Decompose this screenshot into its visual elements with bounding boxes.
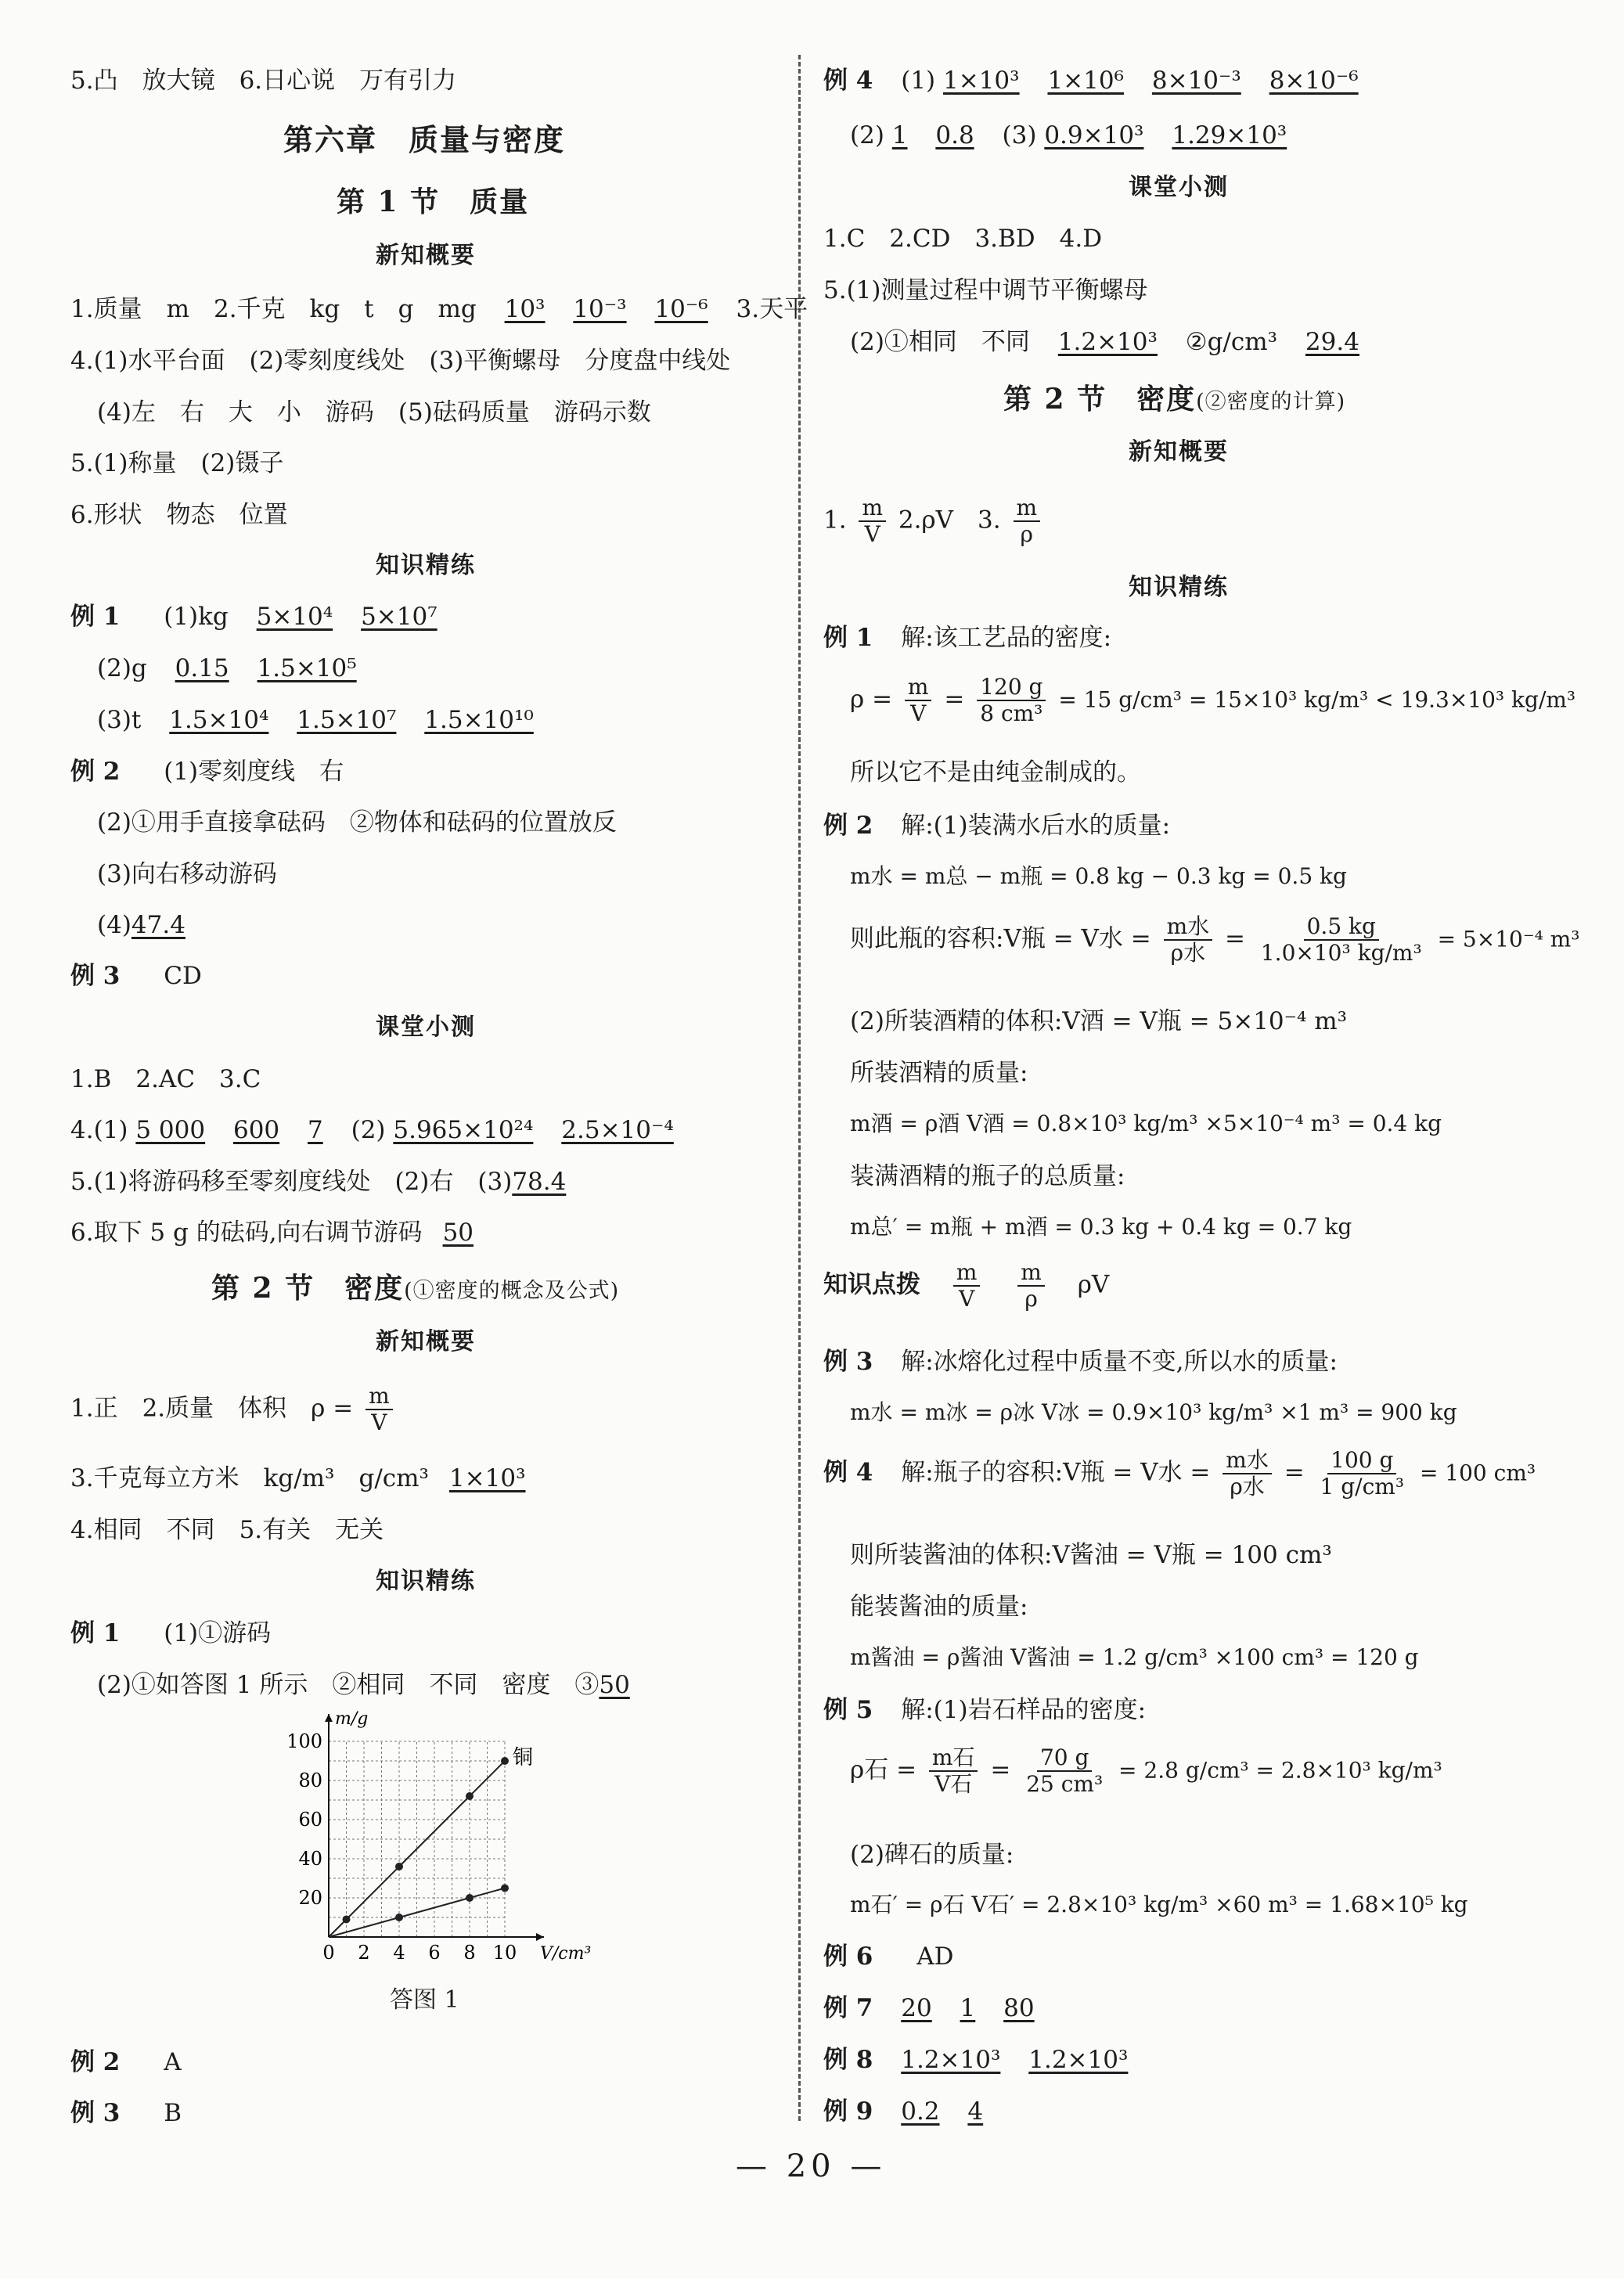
- re1-rho: ρ =: [850, 685, 893, 714]
- e1-part2: (2)①如答图 1 所示 ②相同 不同 密度 ③: [97, 1671, 600, 1699]
- y-tick-label: 40: [298, 1848, 322, 1870]
- s3-answer: 1×10³: [448, 1464, 526, 1492]
- s1: [70, 1384, 398, 1435]
- re9-label: 例 9: [823, 2097, 873, 2126]
- re2-l2-pre: 则此瓶的容积:V瓶 = V水 =: [850, 924, 1151, 953]
- q4: 4.(1)水平台面 (2)零刻度线处 (3)平衡螺母 分度盘中线处: [70, 347, 731, 375]
- figure-caption: 答图 1: [390, 1986, 459, 2014]
- re2-l7: m总′ = m瓶 + m酒 = 0.3 kg + 0.4 kg = 0.7 kg: [850, 1214, 1352, 1240]
- ex3: [70, 964, 202, 988]
- t6-answer: 50: [442, 1219, 474, 1247]
- ex1-line1: [70, 605, 438, 629]
- q1-answer-b: 10⁻³: [573, 295, 627, 323]
- r1-answer-c: 8×10⁻³: [1151, 67, 1241, 95]
- heading-xinzhi-r: 新知概要: [1129, 438, 1229, 466]
- e3-label: 例 3: [70, 2099, 121, 2127]
- t4-mid: (2): [351, 1116, 386, 1144]
- re4-l4: m酱油 = ρ酱油 V酱油 = 1.2 g/cm³ ×100 cm³ = 120 g: [850, 1644, 1419, 1670]
- data-point: [501, 1885, 509, 1892]
- fraction: [1023, 1745, 1106, 1797]
- data-point: [395, 1863, 403, 1870]
- e3: [70, 2101, 182, 2126]
- fraction: [1164, 914, 1213, 966]
- y-tick-label: 100: [286, 1730, 322, 1752]
- ex1-answer-e: 1.5×10⁴: [169, 706, 269, 734]
- re2-l4: 所装酒精的质量:: [850, 1059, 1028, 1087]
- equals: =: [990, 1755, 1011, 1784]
- t5: [70, 1170, 566, 1194]
- e1-label: 例 1: [70, 1619, 121, 1647]
- ex1-part2: (2)g: [97, 654, 147, 682]
- re8-answer-b: 1.2×10³: [1028, 2046, 1129, 2074]
- ex1-answer-d: 1.5×10⁵: [257, 654, 357, 682]
- numerator: m: [905, 675, 932, 701]
- t1: 1.B 2.AC 3.C: [70, 1065, 261, 1093]
- re7-answer-c: 80: [1003, 1994, 1035, 2022]
- re5-l2: (2)碑石的质量:: [850, 1841, 1014, 1869]
- data-point: [466, 1792, 474, 1800]
- section-2b-title: [1003, 383, 1346, 416]
- re2-l5: m酒 = ρ酒 V酒 = 0.8×10³ kg/m³ ×5×10⁻⁴ m³ = 0.4 kg: [850, 1111, 1442, 1136]
- equals: =: [1225, 924, 1245, 953]
- re4-l3: 能装酱油的质量:: [850, 1593, 1028, 1621]
- e1-line1: [70, 1619, 272, 1647]
- q5: 5.(1)称量 (2)镊子: [70, 449, 284, 477]
- page-number: — 20 —: [736, 2148, 887, 2184]
- t4-answer-c: 7: [308, 1116, 323, 1144]
- q1-answer-c: 10⁻⁶: [654, 295, 708, 323]
- re4: [823, 1448, 1536, 1500]
- r1-answer-b: 1×10⁶: [1047, 67, 1125, 95]
- heading-xinzhi: 新知概要: [376, 242, 476, 269]
- heading-ketang-r: 课堂小测: [1129, 174, 1229, 201]
- re1-text: 解:该工艺品的密度:: [901, 624, 1112, 652]
- e3-answer: B: [164, 2099, 182, 2127]
- fraction: [953, 1260, 981, 1312]
- k5b-mid: ②g/cm³: [1185, 328, 1278, 356]
- re1-label: 例 1: [823, 624, 873, 652]
- re8-answer-a: 1.2×10³: [901, 2046, 1001, 2074]
- section-2b-name: 第 2 节 密度: [1003, 383, 1197, 416]
- series-line-1: [329, 1761, 505, 1937]
- re7-label: 例 7: [823, 1994, 873, 2022]
- y-tick-label: 80: [298, 1770, 322, 1791]
- re7-answer-a: 20: [901, 1994, 932, 2022]
- fraction-m-over-rho: [1014, 495, 1041, 547]
- x-tick-label: 10: [492, 1942, 517, 1964]
- density-formula: [365, 1384, 393, 1435]
- e1-part1: (1)①游码: [164, 1619, 272, 1647]
- numerator: 120 g: [977, 675, 1046, 701]
- ex1-part1: (1)kg: [164, 603, 229, 631]
- re4-l2: 则所装酱油的体积:V酱油 = V瓶 = 100 cm³: [850, 1541, 1332, 1569]
- chapter-title: 第六章 质量与密度: [283, 122, 566, 157]
- re4-pre: 解:瓶子的容积:V瓶 = V水 =: [901, 1458, 1211, 1487]
- y-axis-arrow: [325, 1714, 333, 1722]
- ex1-answer-g: 1.5×10¹⁰: [424, 706, 534, 734]
- ex2-answer: 47.4: [131, 911, 185, 939]
- section-2-name: 第 2 节 密度: [211, 1272, 405, 1305]
- re4-result: = 100 cm³: [1419, 1460, 1536, 1486]
- x-tick-label: 6: [428, 1942, 441, 1964]
- re5-label: 例 5: [823, 1696, 873, 1724]
- heading-xinzhi-2: 新知概要: [376, 1328, 476, 1356]
- fraction: [905, 675, 932, 726]
- s3-text: 3.千克每立方米 kg/m³ g/cm³: [70, 1464, 429, 1492]
- numerator: 70 g: [1037, 1745, 1092, 1772]
- ex3-label: 例 3: [70, 962, 121, 990]
- re2: [823, 814, 1170, 838]
- numerator: m: [1014, 495, 1041, 522]
- data-point: [466, 1894, 474, 1902]
- t4-answer-e: 2.5×10⁻⁴: [561, 1116, 674, 1144]
- ex1-line2: [70, 654, 357, 682]
- denominator: 1 g/cm³: [1320, 1474, 1405, 1500]
- formula-denominator: V: [371, 1410, 387, 1436]
- equals: =: [944, 685, 965, 714]
- r1-label: 例 4: [823, 67, 873, 95]
- ex1-label: 例 1: [70, 603, 121, 631]
- t5-pre: 5.(1)将游码移至零刻度线处 (2)右 (3): [70, 1168, 513, 1196]
- y-tick-label: 60: [298, 1809, 322, 1831]
- e2-label: 例 2: [70, 2048, 121, 2076]
- t4-answer-a: 5 000: [135, 1116, 206, 1144]
- re9-answer-b: 4: [967, 2097, 984, 2126]
- t4-answer-b: 600: [232, 1116, 280, 1144]
- re9-answer-a: 0.2: [901, 2097, 940, 2126]
- r1-pre: (1): [901, 67, 936, 95]
- re5-formula: [823, 1745, 1442, 1797]
- t6-pre: 6.取下 5 g 的砝码,向右调节游码: [70, 1219, 423, 1247]
- t6: [70, 1221, 474, 1245]
- k1: 1.C 2.CD 3.BD 4.D: [823, 225, 1103, 253]
- s4: 4.相同 不同 5.有关 无关: [70, 1516, 384, 1544]
- re7: [823, 1996, 1035, 2021]
- x-tick-label: 0: [322, 1942, 335, 1964]
- y-tick-label: 20: [298, 1887, 322, 1909]
- x-tick-label: 2: [358, 1942, 370, 1964]
- k5b-answer-a: 1.2×10³: [1057, 328, 1158, 356]
- fraction: [1317, 1448, 1408, 1500]
- q1-tail: 3.天平: [736, 295, 808, 323]
- re2-l2: [823, 914, 1580, 966]
- re2-text: 解:(1)装满水后水的质量:: [901, 812, 1171, 840]
- q1-text: 1.质量 m 2.千克 kg t g mg: [70, 295, 477, 323]
- r1-answer-a: 1×10³: [943, 67, 1020, 95]
- heading-jingjian: 知识精练: [376, 552, 476, 579]
- numerator: m水: [1223, 1448, 1272, 1474]
- e2: [70, 2050, 182, 2075]
- denominator: V: [959, 1286, 975, 1312]
- re5: [823, 1698, 1146, 1723]
- numerator: 0.5 kg: [1304, 914, 1379, 941]
- q6: 6.形状 物态 位置: [70, 501, 288, 529]
- section-1-title: 第 1 节 质量: [337, 185, 530, 218]
- r2-answer-b: 0.8: [935, 121, 974, 149]
- f2-text: 2.ρV 3.: [898, 506, 1001, 535]
- re5-l3: m石′ = ρ石 V石′ = 2.8×10³ kg/m³ ×60 m³ = 1.68×10⁵ kg: [850, 1892, 1468, 1917]
- t5-answer: 78.4: [512, 1168, 567, 1196]
- re2-l2-result: = 5×10⁻⁴ m³: [1437, 926, 1580, 952]
- ex2-line1: [70, 760, 344, 784]
- s3: [70, 1464, 526, 1492]
- formula-numerator: m: [365, 1384, 393, 1410]
- re5-rho: ρ石 =: [850, 1755, 917, 1784]
- re7-answer-b: 1: [960, 1994, 976, 2022]
- numerator: m石: [929, 1745, 978, 1772]
- x-axis-arrow: [536, 1933, 544, 1941]
- re1-result: = 15 g/cm³ = 15×10³ kg/m³ < 19.3×10³ kg/m³: [1058, 686, 1576, 713]
- heading-ketang: 课堂小测: [376, 1013, 476, 1041]
- x-tick-label: 4: [393, 1942, 405, 1964]
- denominator: ρ: [1020, 521, 1034, 548]
- s1-text: 1.正 2.质量 体积 ρ =: [70, 1394, 354, 1423]
- ex2-line2: (2)①用手直接拿砝码 ②物体和砝码的位置放反: [97, 808, 617, 837]
- equals: =: [1284, 1458, 1305, 1487]
- re2-l1: m水 = m总 − m瓶 = 0.8 kg − 0.3 kg = 0.5 kg: [850, 863, 1347, 889]
- tip-label: 知识点拨: [823, 1270, 920, 1299]
- re8: [823, 2048, 1128, 2072]
- r2-pre: (2): [850, 121, 884, 149]
- section-2b-subtitle: (②密度的计算): [1196, 390, 1346, 414]
- y-axis-label: m/g: [335, 1709, 369, 1729]
- r2-answer-d: 1.29×10³: [1172, 121, 1287, 149]
- re5-result: = 2.8 g/cm³ = 2.8×10³ kg/m³: [1118, 1757, 1442, 1784]
- t4-pre: 4.(1): [70, 1116, 128, 1144]
- fraction: [929, 1745, 978, 1797]
- denominator: V石: [934, 1771, 973, 1798]
- ex2-part4: (4): [97, 911, 131, 939]
- r2-answer-c: 0.9×10³: [1044, 121, 1144, 149]
- ex1-answer-a: 5×10⁴: [256, 603, 333, 631]
- numerator: m水: [1164, 914, 1213, 941]
- x-axis-label: V/cm³: [540, 1944, 592, 1964]
- re6-label: 例 6: [823, 1942, 873, 1971]
- tip: [823, 1260, 1109, 1312]
- fraction: [1017, 1260, 1045, 1312]
- t4: [70, 1118, 674, 1143]
- re3-text: 解:冰熔化过程中质量不变,所以水的质量:: [901, 1348, 1338, 1376]
- column-divider: [798, 55, 801, 2121]
- e1-answer: 50: [599, 1671, 630, 1699]
- re3-label: 例 3: [823, 1348, 873, 1376]
- f1-label: 1.: [823, 506, 847, 535]
- denominator: 25 cm³: [1026, 1771, 1104, 1798]
- fraction: [977, 675, 1046, 726]
- denominator: ρ水: [1230, 1474, 1265, 1500]
- line-1: 5.凸 放大镜 6.日心说 万有引力: [70, 67, 457, 95]
- ex1-part3: (3)t: [97, 706, 142, 734]
- mass-volume-chart: [286, 1709, 592, 1968]
- e1-line2: [70, 1673, 630, 1698]
- ex1-answer-b: 5×10⁷: [361, 603, 438, 631]
- numerator: 100 g: [1327, 1448, 1396, 1474]
- denominator: V: [864, 521, 880, 548]
- data-point: [395, 1914, 403, 1921]
- k5b-answer-b: 29.4: [1305, 328, 1359, 356]
- ex1-line3: [70, 708, 534, 733]
- formulas: [823, 495, 1045, 547]
- ex2-label: 例 2: [70, 758, 121, 786]
- e2-answer: A: [164, 2048, 182, 2076]
- q4b: (4)左 右 大 小 游码 (5)砝码质量 游码示数: [97, 398, 651, 427]
- re3: [823, 1350, 1338, 1374]
- tip-answer: ρV: [1077, 1270, 1110, 1299]
- ex1-answer-c: 0.15: [175, 654, 229, 682]
- r2-mid: (3): [1002, 121, 1037, 149]
- k5: 5.(1)测量过程中调节平衡螺母: [823, 276, 1148, 304]
- denominator: 1.0×10³ kg/m³: [1260, 940, 1422, 967]
- r1: [823, 69, 1359, 93]
- re2-l3: (2)所装酒精的体积:V酒 = V瓶 = 5×10⁻⁴ m³: [850, 1007, 1348, 1035]
- re2-label: 例 2: [823, 812, 873, 840]
- denominator: V: [910, 700, 927, 727]
- data-point: [343, 1916, 351, 1924]
- fraction: [1258, 914, 1425, 966]
- t4-answer-d: 5.965×10²⁴: [393, 1116, 534, 1144]
- re1-formula: [823, 675, 1575, 726]
- re9: [823, 2097, 984, 2126]
- re8-label: 例 8: [823, 2046, 873, 2074]
- numerator: m: [1017, 1260, 1045, 1287]
- ex2-line3: (3)向右移动游码: [97, 860, 277, 888]
- q1-answer-a: 10³: [504, 295, 546, 323]
- re4-label: 例 4: [823, 1458, 873, 1487]
- series-annotation: 铜: [513, 1746, 534, 1770]
- heading-jingjian-2: 知识精练: [376, 1568, 476, 1595]
- fraction: [1223, 1448, 1272, 1500]
- re6: [823, 1942, 954, 1971]
- re1: [823, 626, 1111, 650]
- re5-text: 解:(1)岩石样品的密度:: [901, 1696, 1147, 1724]
- k5b: [823, 330, 1359, 355]
- denominator: ρ: [1024, 1286, 1038, 1312]
- ex3-answer: CD: [164, 962, 202, 990]
- denominator: ρ水: [1170, 940, 1206, 967]
- series-line-2: [329, 1888, 505, 1938]
- section-2-subtitle: (①密度的概念及公式): [404, 1279, 620, 1303]
- re1-conclusion: 所以它不是由纯金制成的。: [850, 758, 1141, 787]
- section-2-title: [211, 1272, 620, 1305]
- data-point: [501, 1757, 509, 1765]
- r2: [823, 121, 1287, 149]
- q1: [70, 297, 808, 322]
- x-tick-label: 8: [463, 1942, 476, 1964]
- numerator: m: [953, 1260, 981, 1287]
- re6-answer: AD: [916, 1942, 954, 1971]
- ex1-answer-f: 1.5×10⁷: [297, 706, 397, 734]
- denominator: 8 cm³: [980, 700, 1043, 727]
- r2-answer-a: 1: [891, 121, 908, 149]
- r1-answer-d: 8×10⁻⁶: [1269, 67, 1359, 95]
- ex2-line4: [70, 913, 185, 938]
- re3-l1: m水 = m冰 = ρ冰 V冰 = 0.9×10³ kg/m³ ×1 m³ = 900 kg: [850, 1399, 1457, 1425]
- re2-l6: 装满酒精的瓶子的总质量:: [850, 1162, 1125, 1190]
- numerator: m: [859, 495, 886, 522]
- heading-jingjian-r: 知识精练: [1129, 574, 1229, 601]
- fraction-m-over-v: [859, 495, 886, 547]
- k5b-pre: (2)①相同 不同: [850, 328, 1030, 356]
- ex2-part1: (1)零刻度线 右: [164, 758, 344, 786]
